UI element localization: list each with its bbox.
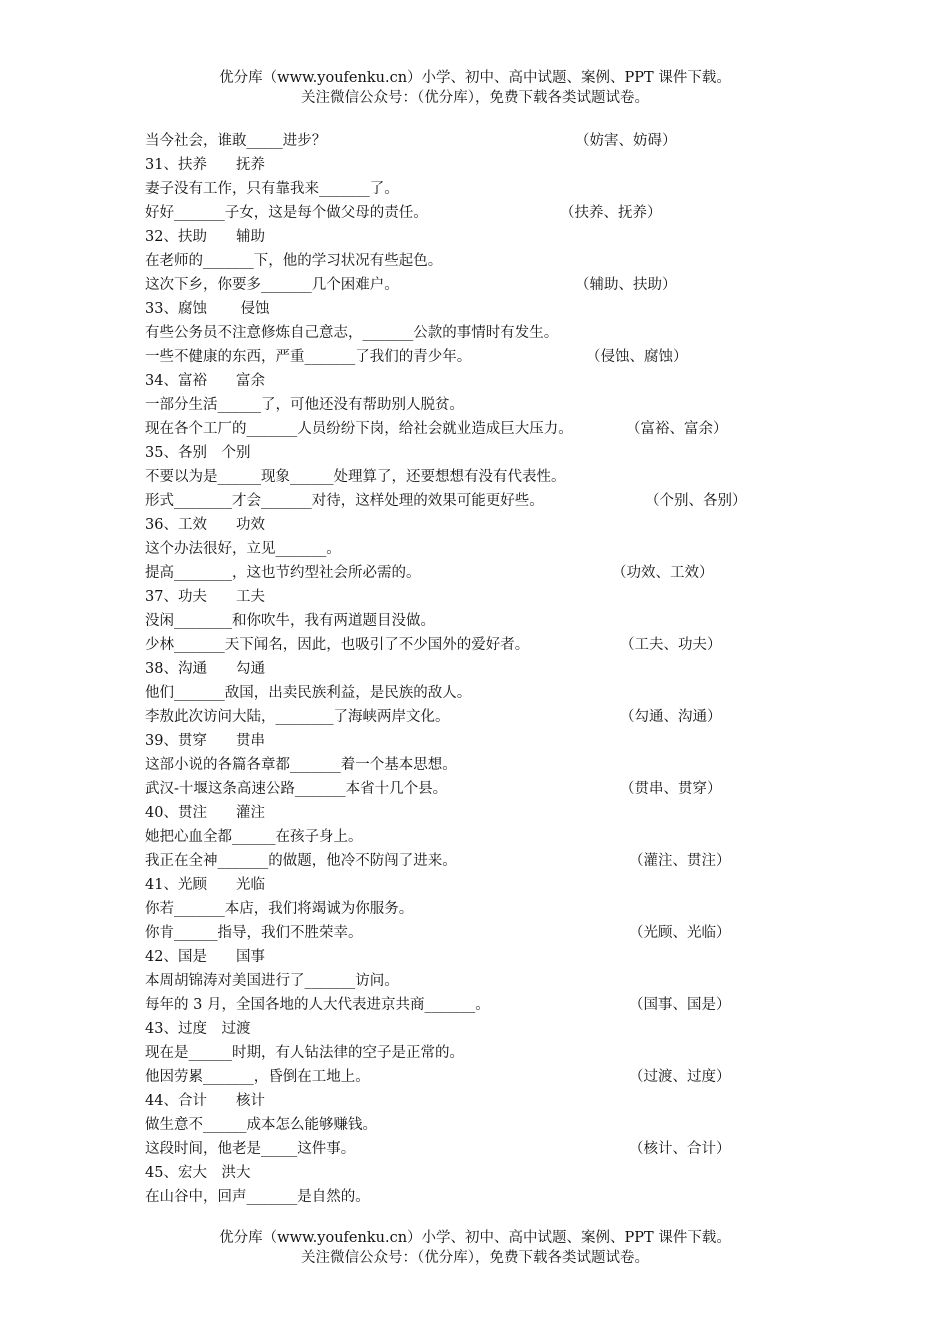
footer-line-2: 关注微信公众号：（优分库），免费下载各类试题试卷。	[301, 1250, 649, 1266]
answer-key: （国事、国是）	[629, 997, 731, 1013]
exercise-text: 他们_______敌国，出卖民族利益，是民族的敌人。	[145, 685, 472, 701]
exercise-line	[145, 801, 765, 825]
answer-key: （工夫、功夫）	[620, 637, 722, 653]
exercise-line	[145, 1017, 765, 1041]
answer-key: （过渡、过度）	[629, 1069, 731, 1085]
exercise-text: 武汉-十堰这条高速公路_______本省十几个县。	[145, 781, 448, 797]
exercise-line	[145, 1113, 765, 1137]
exercise-text: 形式________才会_______对待，这样处理的效果可能更好些。	[145, 493, 544, 509]
exercise-text: 35、各别 个别	[145, 445, 251, 461]
exercise-line	[145, 369, 765, 393]
exercise-line	[145, 609, 765, 633]
page-header	[0, 68, 950, 108]
exercise-text: 这段时间，他老是_____这件事。	[145, 1141, 356, 1157]
exercise-line	[145, 1041, 765, 1065]
exercise-text: 40、贯注 灌注	[145, 805, 265, 821]
answer-key: （妨害、妨碍）	[575, 133, 677, 149]
exercise-text: 我正在全神_______的做题，他冷不防闯了进来。	[145, 853, 457, 869]
exercise-line	[145, 1065, 765, 1089]
exercise-text: 有些公务员不注意修炼自己意志，_______公款的事情时有发生。	[145, 325, 559, 341]
exercise-text: 33、腐蚀 侵蚀	[145, 301, 270, 317]
exercise-line	[145, 993, 765, 1017]
exercise-text: 不要以为是______现象______处理算了，还要想想有没有代表性。	[145, 469, 566, 485]
answer-key: （光顾、光临）	[629, 925, 731, 941]
answer-key: （勾通、沟通）	[620, 709, 722, 725]
exercise-text: 42、国是 国事	[145, 949, 265, 965]
exercise-line	[145, 513, 765, 537]
exercise-text: 31、扶养 抚养	[145, 157, 265, 173]
exercise-line	[145, 921, 765, 945]
exercise-text: 每年的 3 月，全国各地的人大代表进京共商_______。	[145, 997, 490, 1013]
answer-key: （富裕、富余）	[626, 421, 728, 437]
exercise-text: 38、沟通 勾通	[145, 661, 265, 677]
exercise-text: 妻子没有工作，只有靠我来_______了。	[145, 181, 399, 197]
exercise-text: 在山谷中，回声_______是自然的。	[145, 1189, 370, 1205]
exercise-line	[145, 657, 765, 681]
exercise-text: 她把心血全都______在孩子身上。	[145, 829, 363, 845]
header-line-1: 优分库（www.youfenku.cn）小学、初中、高中试题、案例、PPT 课件下载。	[219, 70, 731, 86]
exercise-line	[145, 537, 765, 561]
exercise-text: 41、光顾 光临	[145, 877, 265, 893]
answer-key: （核计、合计）	[629, 1141, 731, 1157]
exercise-line	[145, 825, 765, 849]
page-footer	[0, 1228, 950, 1268]
exercise-line	[145, 177, 765, 201]
exercise-line	[145, 273, 765, 297]
exercise-text: 现在各个工厂的_______人员纷纷下岗，给社会就业造成巨大压力。	[145, 421, 573, 437]
header-line-2: 关注微信公众号：（优分库），免费下载各类试题试卷。	[301, 90, 649, 106]
exercise-line	[145, 873, 765, 897]
exercise-text: 37、功夫 工夫	[145, 589, 265, 605]
exercise-line	[145, 753, 765, 777]
exercise-text: 李敖此次访问大陆，________了海峡两岸文化。	[145, 709, 450, 725]
exercise-line	[145, 969, 765, 993]
exercise-line	[145, 945, 765, 969]
exercise-text: 这次下乡，你要多_______几个困难户。	[145, 277, 399, 293]
exercise-line	[145, 129, 765, 153]
exercise-line	[145, 561, 765, 585]
exercise-text: 一部分生活______了，可他还没有帮助别人脱贫。	[145, 397, 464, 413]
exercise-line	[145, 585, 765, 609]
exercise-line	[145, 1185, 765, 1209]
exercise-text: 39、贯穿 贯串	[145, 733, 265, 749]
exercise-text: 没闲________和你吹牛，我有两道题目没做。	[145, 613, 435, 629]
exercise-text: 44、合计 核计	[145, 1093, 265, 1109]
exercise-line	[145, 1161, 765, 1185]
exercise-line	[145, 1089, 765, 1113]
exercise-text: 现在是______时期，有人钻法律的空子是正常的。	[145, 1045, 464, 1061]
exercise-line	[145, 225, 765, 249]
exercise-text: 36、工效 功效	[145, 517, 265, 533]
answer-key: （个别、各别）	[645, 493, 747, 509]
exercise-line	[145, 705, 765, 729]
exercise-text: 43、过度 过渡	[145, 1021, 251, 1037]
answer-key: （扶养、抚养）	[560, 205, 662, 221]
exercise-line	[145, 393, 765, 417]
exercise-line	[145, 249, 765, 273]
exercise-text: 一些不健康的东西，严重_______了我们的青少年。	[145, 349, 472, 365]
exercise-line	[145, 153, 765, 177]
footer-line-1: 优分库（www.youfenku.cn）小学、初中、高中试题、案例、PPT 课件下载。	[219, 1230, 731, 1246]
exercise-line	[145, 297, 765, 321]
exercise-text: 本周胡锦涛对美国进行了_______访问。	[145, 973, 399, 989]
exercise-text: 这个办法很好，立见_______。	[145, 541, 341, 557]
exercise-text: 34、富裕 富余	[145, 373, 265, 389]
exercise-text: 做生意不______成本怎么能够赚钱。	[145, 1117, 377, 1133]
exercise-text: 你若_______本店，我们将竭诚为你服务。	[145, 901, 414, 917]
exercise-line	[145, 321, 765, 345]
exercise-line	[145, 489, 765, 513]
exercise-text: 你肯______指导，我们不胜荣幸。	[145, 925, 363, 941]
exercise-line	[145, 681, 765, 705]
exercise-line	[145, 777, 765, 801]
exercise-text: 45、宏大 洪大	[145, 1165, 251, 1181]
answer-key: （贯串、贯穿）	[620, 781, 722, 797]
exercise-text: 少林_______天下闻名，因此，也吸引了不少国外的爱好者。	[145, 637, 530, 653]
answer-key: （功效、工效）	[612, 565, 714, 581]
answer-key: （辅助、扶助）	[575, 277, 677, 293]
exercise-line	[145, 417, 765, 441]
answer-key: （灌注、贯注）	[629, 853, 731, 869]
exercise-line	[145, 465, 765, 489]
exercise-line	[145, 729, 765, 753]
exercise-text: 当今社会，谁敢_____进步？	[145, 133, 327, 149]
exercise-text: 好好_______子女，这是每个做父母的责任。	[145, 205, 428, 221]
exercise-line	[145, 441, 765, 465]
exercise-line	[145, 345, 765, 369]
exercise-text: 在老师的_______下，他的学习状况有些起色。	[145, 253, 443, 269]
exercise-line	[145, 633, 765, 657]
exercise-body	[145, 129, 765, 1209]
exercise-text: 他因劳累_______，昏倒在工地上。	[145, 1069, 370, 1085]
exercise-line	[145, 897, 765, 921]
exercise-text: 这部小说的各篇各章都_______着一个基本思想。	[145, 757, 457, 773]
exercise-line	[145, 201, 765, 225]
exercise-line	[145, 849, 765, 873]
exercise-text: 提高________，这也节约型社会所必需的。	[145, 565, 421, 581]
answer-key: （侵蚀、腐蚀）	[586, 349, 688, 365]
exercise-text: 32、扶助 辅助	[145, 229, 265, 245]
exercise-line	[145, 1137, 765, 1161]
